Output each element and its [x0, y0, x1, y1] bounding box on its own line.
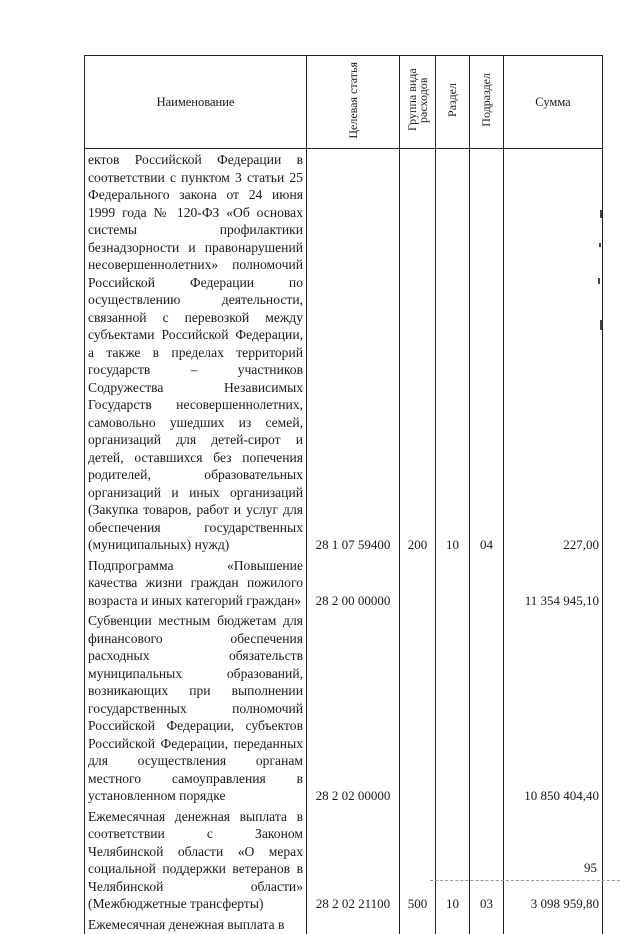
table-row	[85, 555, 603, 611]
table-row	[85, 914, 603, 934]
row-sum: 10 850 404,40	[504, 610, 603, 806]
row-group	[400, 610, 436, 806]
budget-table	[84, 55, 603, 934]
row-name: Ежемесячная денежная выплата в	[85, 914, 307, 934]
page-number: 95	[584, 860, 597, 876]
row-group	[400, 914, 436, 934]
row-section: 10	[436, 806, 470, 914]
row-sum: 3 098 959,80	[504, 806, 603, 914]
row-sum: 227,00	[504, 149, 603, 555]
row-subsection: 04	[470, 149, 504, 555]
scan-mark	[600, 320, 602, 330]
row-section: 10	[436, 149, 470, 555]
row-sum: 11 354 945,10	[504, 555, 603, 611]
row-subsection	[470, 555, 504, 611]
scan-mark	[598, 278, 600, 284]
table-header-row	[85, 56, 603, 149]
header-name: Наименование	[85, 56, 307, 149]
row-section	[436, 610, 470, 806]
scan-mark	[600, 210, 602, 218]
row-group	[400, 555, 436, 611]
scan-mark	[599, 243, 601, 247]
scan-artifact-line	[430, 880, 620, 883]
row-subsection: 03	[470, 806, 504, 914]
header-subsection: Подраздел	[470, 56, 504, 149]
row-target	[307, 914, 400, 934]
header-target: Целевая статья	[307, 56, 400, 149]
table-row	[85, 610, 603, 806]
row-subsection	[470, 610, 504, 806]
row-group: 200	[400, 149, 436, 555]
row-target: 28 2 00 00000	[307, 555, 400, 611]
row-target: 28 2 02 00000	[307, 610, 400, 806]
row-section	[436, 555, 470, 611]
header-sum: Сумма	[504, 56, 603, 149]
row-target: 28 1 07 59400	[307, 149, 400, 555]
row-name: ектов Российской Федерации в соответствии с пунктом 3 статьи 25 Федерального закона от 24 июня 1999 года № 120-ФЗ «Об основах системы профилактики безнадзорности и правонарушений несовершеннолетних» полномочий Российской Федерации по осуществлению деятельности, связанной с перевозкой между субъектами Российской Федерации, а также в пределах территорий государств – участников Содружества Независимых Государств несовершеннолетних, самовольно ушедших из семей, организаций для детей-сирот и детей, оставшихся без попечения родителей, образовательных организаций и иных организаций (Закупка товаров, работ и услуг для обеспечения государственных (муниципальных) нужд)	[85, 149, 307, 555]
row-target: 28 2 02 21100	[307, 806, 400, 914]
table-row	[85, 806, 603, 914]
row-name: Подпрограмма «Повышение качества жизни граждан пожилого возраста и иных категорий граждан»	[85, 555, 307, 611]
row-name: Ежемесячная денежная выплата в соответствии с Законом Челябинской области «О мерах социальной поддержки ветеранов в Челябинской области» (Межбюджетные трансферты)	[85, 806, 307, 914]
header-group: Группа вида расходов	[400, 56, 436, 149]
row-sum	[504, 914, 603, 934]
header-section: Раздел	[436, 56, 470, 149]
table-row	[85, 149, 603, 555]
row-group: 500	[400, 806, 436, 914]
row-subsection	[470, 914, 504, 934]
row-section	[436, 914, 470, 934]
row-name: Субвенции местным бюджетам для финансового обеспечения расходных обязательств муниципальных образований, возникающих при выполнении государственных полномочий Российской Федерации, субъектов Российской Федерации, переданных для осуществления органам местного самоуправления в установленном порядке	[85, 610, 307, 806]
